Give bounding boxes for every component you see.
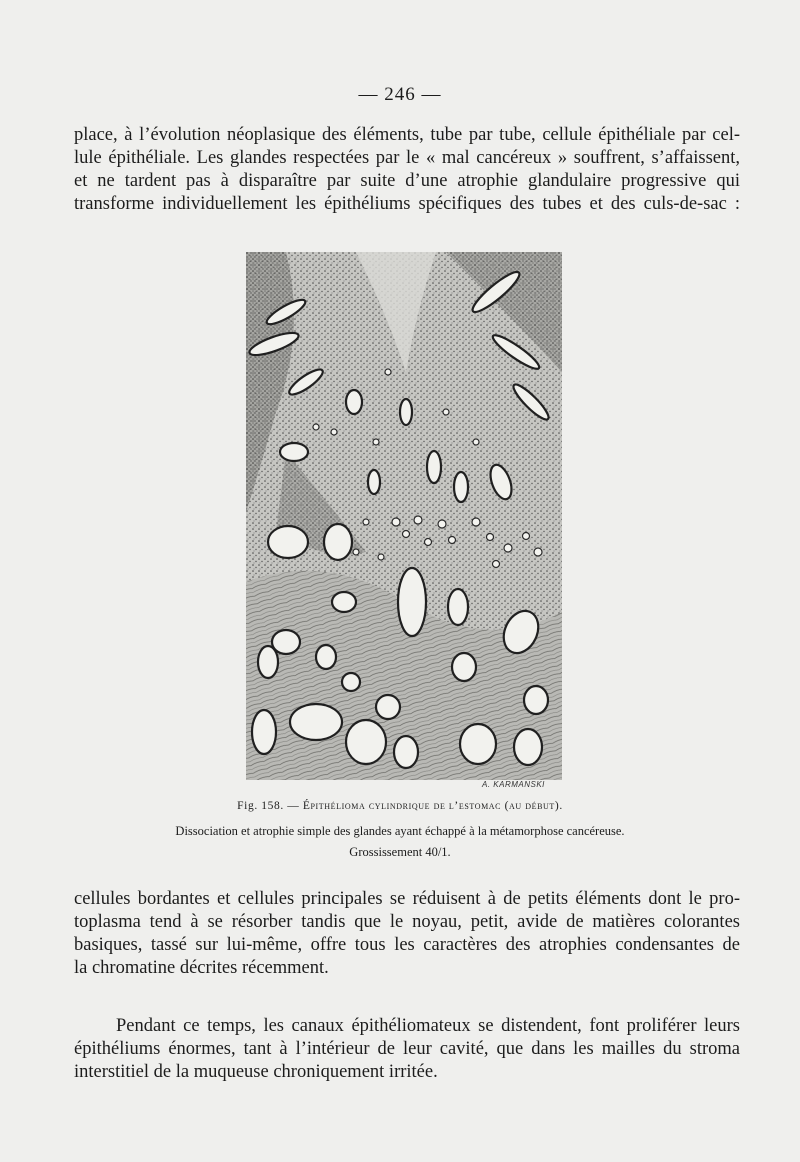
text-line: épithéliums énormes, tant à l’intérieur de leur cavité, que dans les mailles du stroma xyxy=(74,1039,740,1059)
engraver-signature: A. KARMANSKI xyxy=(482,780,545,789)
text-line: toplasma tend à se résorber tandis que le noyau, petit, avide de matières colorantes xyxy=(74,912,740,932)
page-number: — 246 — xyxy=(358,84,442,105)
figure-title: Épithélioma cylindrique de l’estomac (au début). xyxy=(302,800,563,812)
text-line: interstitiel de la muqueuse chroniquement irritée. xyxy=(74,1062,438,1082)
paragraph-intro xyxy=(74,124,740,216)
paragraph-continuation xyxy=(74,888,740,980)
text-line: place, à l’évolution néoplasique des éléments, tube par tube, cellule épithéliale par cel- xyxy=(74,125,740,145)
text-line: Pendant ce temps, les canaux épithéliomateux se distendent, font proliférer leurs xyxy=(116,1016,740,1036)
paragraph-final xyxy=(74,1015,740,1084)
figure-caption-title xyxy=(0,800,800,812)
text-line: transforme individuellement les épithéliums spécifiques des tubes et des culs-de-sac : xyxy=(74,194,740,214)
figure-caption-description: Dissociation et atrophie simple des glandes ayant échappé à la métamorphose cancéreuse. xyxy=(175,824,625,838)
text-line: la chromatine décrites récemment. xyxy=(74,958,329,978)
text-line: et ne tardent pas à disparaître par suite d’une atrophie glandulaire progressive qui xyxy=(74,171,740,191)
histology-engraving xyxy=(246,252,562,780)
text-line: lule épithéliale. Les glandes respectées par le « mal cancéreux » souffrent, s’affaissent, xyxy=(74,148,740,168)
text-line: cellules bordantes et cellules principales se réduisent à de petits éléments dont le pro- xyxy=(74,889,740,909)
figure-label: Fig. 158. — xyxy=(237,800,300,812)
figure-caption-magnification: Grossissement 40/1. xyxy=(349,845,451,859)
text-line: basiques, tassé sur lui-même, offre tous les caractères des atrophies condensantes de xyxy=(74,935,740,955)
